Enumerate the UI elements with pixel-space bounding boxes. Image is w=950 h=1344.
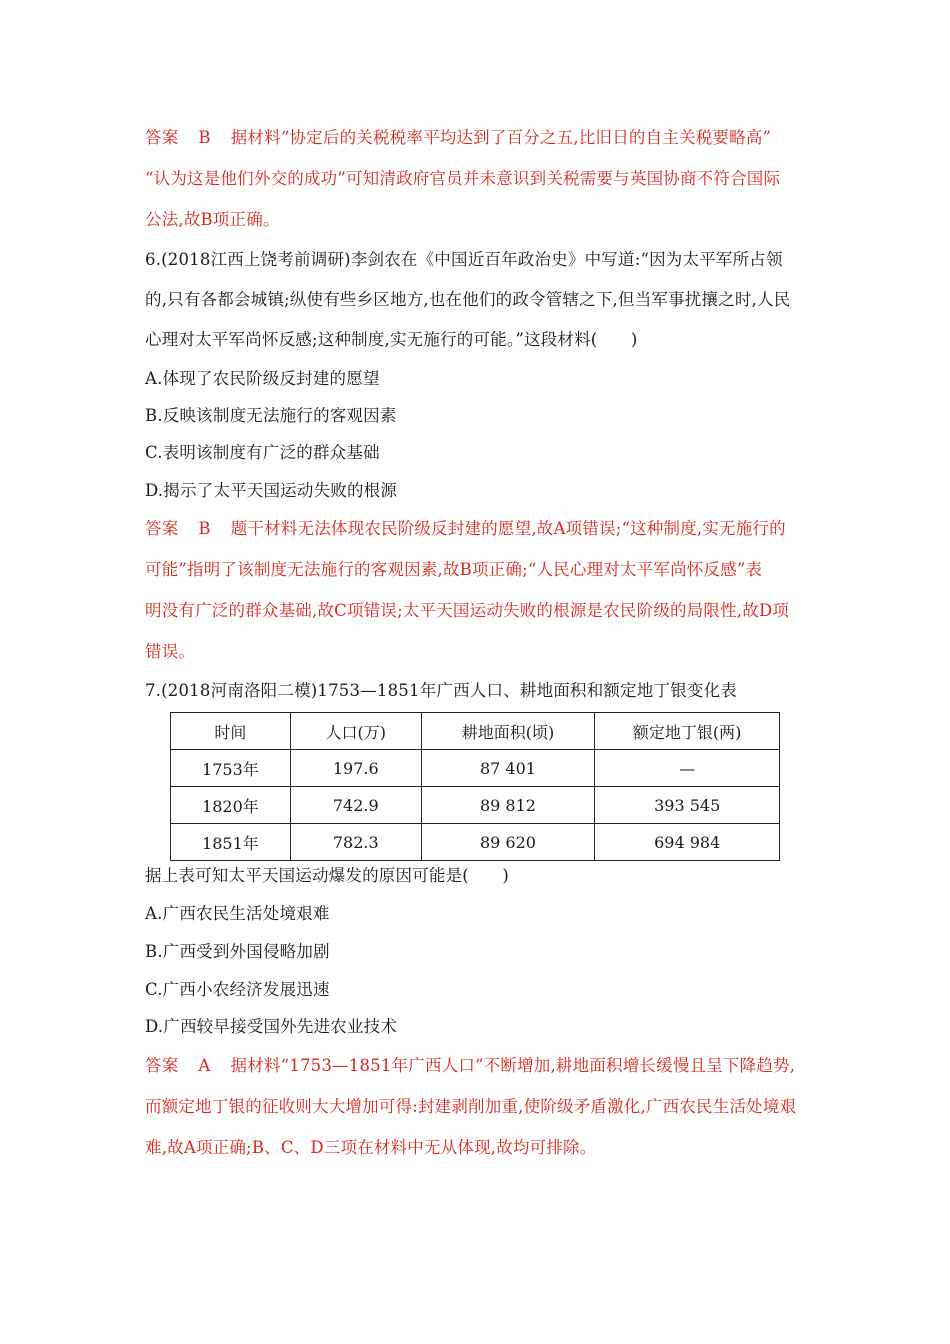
- table-header-row: [171, 713, 780, 750]
- q6-option-b: B.反映该制度无法施行的客观因素: [145, 406, 397, 425]
- answer-choice: A: [198, 1056, 211, 1075]
- table-cell: 393 545: [595, 787, 780, 824]
- q7-question: 据上表可知太平天国运动爆发的原因可能是( ): [145, 866, 509, 885]
- table-cell: 87 401: [421, 750, 595, 787]
- table-cell: 1820年: [171, 787, 291, 824]
- answer-tag: 答案: [145, 519, 179, 538]
- q6-answer-line-3: 明没有广泛的群众基础,故C项错误;太平天国运动失败的根源是农民阶级的局限性,故D项: [145, 601, 790, 620]
- q7-answer-line-3: 难,故A项正确;B、C、D三项在材料中无从体现,故均可排除。: [145, 1138, 597, 1157]
- q7-option-a: A.广西农民生活处境艰难: [145, 904, 330, 923]
- q5-answer-line-2: “认为这是他们外交的成功”可知清政府官员并未意识到关税需要与英国协商不符合国际: [145, 169, 781, 188]
- q7-answer-line-2: 而额定地丁银的征收则大大增加可得:封建剥削加重,使阶级矛盾激化,广西农民生活处境艰: [145, 1097, 797, 1116]
- answer-tag: 答案: [145, 128, 179, 147]
- table-cell: 694 984: [595, 824, 780, 861]
- answer-choice: B: [198, 128, 211, 147]
- table-cell: —: [595, 750, 780, 787]
- table-header-cell: 额定地丁银(两): [595, 713, 780, 750]
- population-table: [170, 712, 780, 861]
- q7-stem: 7.(2018河南洛阳二模)1753—1851年广西人口、耕地面积和额定地丁银变化表: [145, 681, 737, 700]
- table-cell: 197.6: [290, 750, 421, 787]
- table-header-cell: 人口(万): [290, 713, 421, 750]
- q6-stem-line-1: 6.(2018江西上饶考前调研)李剑农在《中国近百年政治史》中写道:“因为太平军所占领: [145, 250, 783, 269]
- table-cell: 1753年: [171, 750, 291, 787]
- q7-option-c: C.广西小农经济发展迅速: [145, 980, 330, 999]
- answer-text: 据材料“1753—1851年广西人口”不断增加,耕地面积增长缓慢且呈下降趋势,: [230, 1056, 796, 1075]
- table-cell: 1851年: [171, 824, 291, 861]
- q6-answer-line-4: 错误。: [145, 642, 196, 661]
- q6-option-c: C.表明该制度有广泛的群众基础: [145, 443, 380, 462]
- q6-answer-line-1: [145, 519, 805, 539]
- q7-answer-line-1: [145, 1056, 805, 1076]
- q6-stem-line-2: 的,只有各都会城镇;纵使有些乡区地方,也在他们的政令管辖之下,但当军事扰攘之时,人民: [145, 290, 791, 309]
- table-cell: 782.3: [290, 824, 421, 861]
- table-header-cell: 时间: [171, 713, 291, 750]
- q6-option-a: A.体现了农民阶级反封建的愿望: [145, 369, 380, 388]
- answer-tag: 答案: [145, 1056, 179, 1075]
- table-cell: 742.9: [290, 787, 421, 824]
- table-row: [171, 824, 780, 861]
- q7-option-b: B.广西受到外国侵略加剧: [145, 942, 330, 961]
- answer-text: 题干材料无法体现农民阶级反封建的愿望,故A项错误;“这种制度,实无施行的: [230, 519, 786, 538]
- table-row: [171, 750, 780, 787]
- table-cell: 89 620: [421, 824, 595, 861]
- q5-answer-line-1: [145, 128, 805, 148]
- table-cell: 89 812: [421, 787, 595, 824]
- q6-answer-line-2: 可能”指明了该制度无法施行的客观因素,故B项正确;“人民心理对太平军尚怀反感”表: [145, 560, 763, 579]
- q5-answer-line-3: 公法,故B项正确。: [145, 210, 280, 229]
- answer-text: 据材料“协定后的关税税率平均达到了百分之五,比旧日的自主关税要略高”: [230, 128, 772, 147]
- q7-option-d: D.广西较早接受国外先进农业技术: [145, 1017, 398, 1036]
- table-header-cell: 耕地面积(顷): [421, 713, 595, 750]
- answer-choice: B: [198, 519, 211, 538]
- q6-stem-line-3: 心理对太平军尚怀反感;这种制度,实无施行的可能。”这段材料( ): [145, 330, 638, 349]
- q6-option-d: D.揭示了太平天国运动失败的根源: [145, 481, 398, 500]
- table-row: [171, 787, 780, 824]
